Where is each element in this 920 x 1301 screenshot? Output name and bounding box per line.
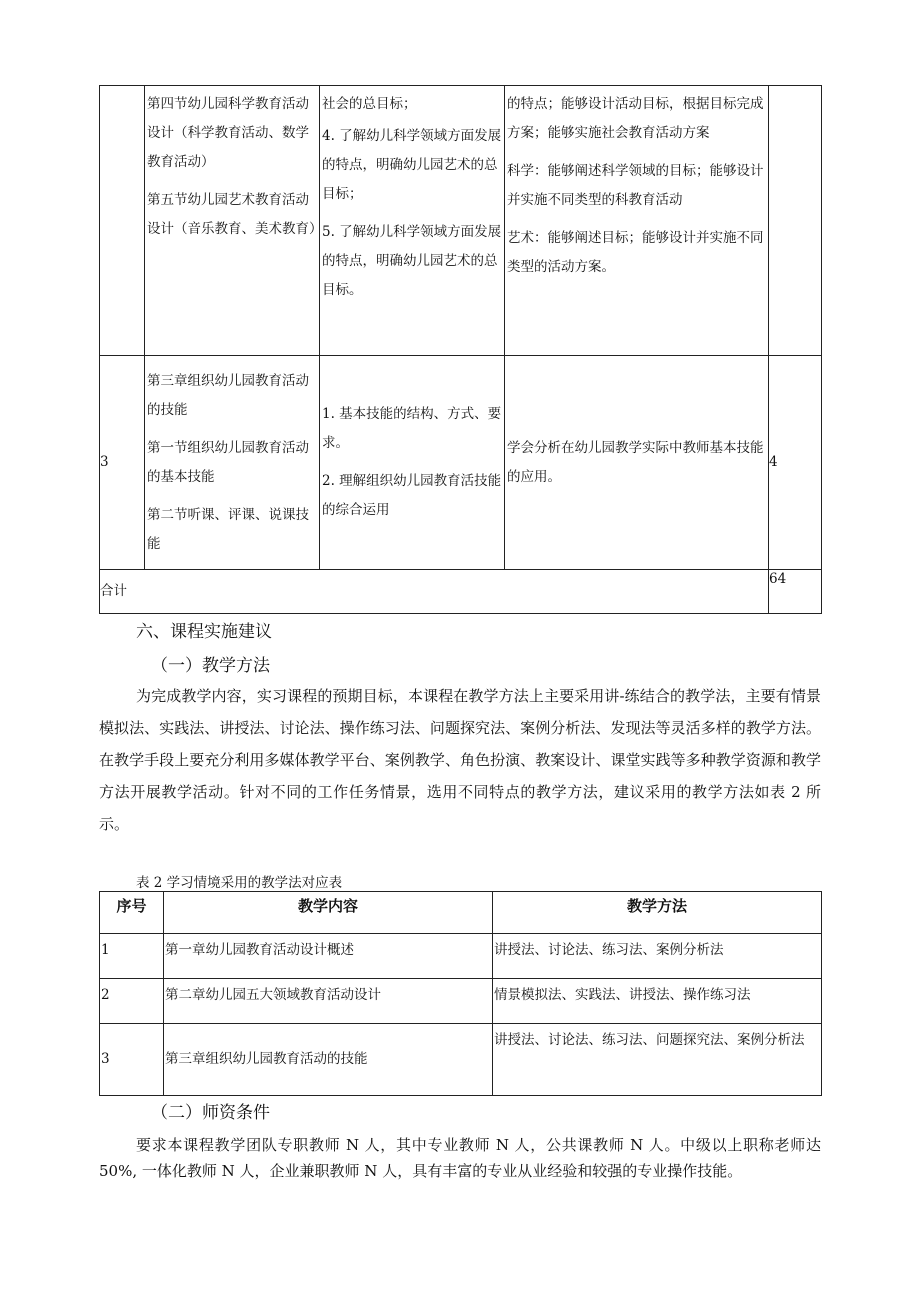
header-content: 教学内容	[164, 892, 493, 934]
content-line: 第一节组织幼儿园教育活动的基本技能	[147, 439, 309, 485]
table-row	[100, 86, 822, 356]
ability-line: 科学：能够阐述科学领域的目标；能够设计并实施不同类型的科教育活动	[507, 163, 764, 208]
abilities-cell	[505, 356, 769, 570]
content-line: 第五节幼儿园艺术教育活动设计（音乐教育、美术教育）	[147, 192, 323, 237]
content-cell: 第二章幼儿园五大领域教育活动设计	[164, 979, 493, 1024]
seq-cell: 2	[100, 979, 164, 1024]
ability-line: 艺术：能够阐述目标；能够设计并实施不同类型的活动方案。	[507, 230, 764, 275]
method-cell: 情景模拟法、实践法、讲授法、操作练习法	[493, 979, 822, 1024]
ability-line: 的特点；能够设计活动目标，根据目标完成方案；能够实施社会教育活动方案	[507, 96, 764, 141]
content-cell: 第一章幼儿园教育活动设计概述	[164, 934, 493, 979]
total-hours: 64	[769, 570, 822, 614]
ability-text: 学会分析在幼儿园教学实际中教师基本技能的应用。	[507, 439, 764, 485]
method-cell: 讲授法、讨论法、练习法、问题探究法、案例分析法	[493, 1024, 822, 1096]
content-line: 第三章组织幼儿园教育活动的技能	[147, 372, 309, 418]
table2-caption: 表 2 学习情境采用的教学法对应表	[136, 875, 343, 891]
content-cell	[145, 86, 323, 356]
objective-line: 社会的总目标；	[322, 96, 417, 112]
faculty-paragraph: 要求本课程教学团队专职教师 N 人，其中专业教师 N 人，公共课教师 N 人。中级以上职称老师达 50%, 一体化教师 N 人，企业兼职教师 N 人，具有丰富的专业从业经验和较强的专业操作技能。	[99, 1136, 821, 1180]
subsection-title-teaching-methods: （一）教学方法	[151, 656, 270, 676]
objectives-cell	[320, 86, 505, 356]
objective-line: 2. 理解组织幼儿园教育活技能的综合运用	[322, 473, 502, 518]
section-title: 六、课程实施建议	[136, 622, 272, 642]
abilities-cell	[505, 86, 769, 356]
objective-line: 1. 基本技能的结构、方式、要求。	[322, 406, 502, 451]
seq-cell: 1	[100, 934, 164, 979]
objective-line: 5. 了解幼儿科学领域方面发展的特点，明确幼儿园艺术的总目标。	[322, 224, 502, 298]
teaching-methods-paragraph: 为完成教学内容，实习课程的预期目标，本课程在教学方法上主要采用讲-练结合的教学法，主要有情景模拟法、实践法、讲授法、讨论法、操作练习法、问题探究法、案例分析法、发现法等灵活多样的教学方法。在教学手段上要充分利用多媒体教学平台、案例教学、角色扮演、教案设计、课堂实践等多种教学资源和教学方法开展教学活动。针对不同的工作任务情景，选用不同特点的教学方法，建议采用的教学方法如表 2 所示。	[99, 687, 821, 833]
table-row	[100, 934, 822, 979]
subsection-title-faculty: （二）师资条件	[151, 1103, 270, 1123]
teaching-methods-table	[99, 891, 822, 1096]
seq-cell: 3	[100, 356, 145, 570]
seq-cell	[100, 86, 145, 356]
table-row	[100, 356, 822, 570]
table-row	[100, 979, 822, 1024]
objective-line: 4. 了解幼儿科学领域方面发展的特点，明确幼儿园艺术的总目标；	[322, 128, 502, 202]
seq-cell: 3	[100, 1024, 164, 1096]
objectives-cell	[320, 356, 505, 570]
content-cell: 第三章组织幼儿园教育活动的技能	[164, 1024, 493, 1096]
content-cell	[145, 356, 320, 570]
content-line: 第二节听课、评课、说课技能	[147, 506, 309, 552]
table-header-row	[100, 892, 822, 934]
table-row	[100, 1024, 822, 1096]
content-line: 第四节幼儿园科学教育活动设计（科学教育活动、数学教育活动）	[147, 96, 309, 170]
method-cell: 讲授法、讨论法、练习法、案例分析法	[493, 934, 822, 979]
hours-cell: 4	[769, 356, 822, 570]
course-content-table	[99, 85, 822, 614]
hours-cell	[769, 86, 822, 356]
header-seq: 序号	[100, 892, 164, 934]
total-row	[100, 570, 822, 614]
header-method: 教学方法	[493, 892, 822, 934]
total-label: 合计	[100, 570, 769, 614]
